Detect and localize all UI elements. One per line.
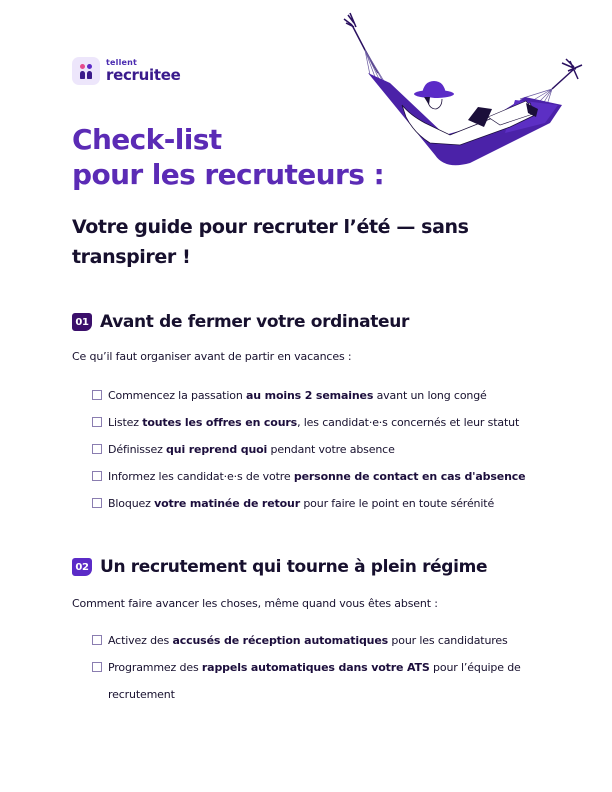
checklist-item[interactable]: Bloquez votre matinée de retour pour faire le point en toute sérénité [92,490,568,517]
brand-tellent: tellent [106,58,138,67]
checklist-item[interactable]: Définissez qui reprend quoi pendant votre absence [92,436,568,463]
checkbox-icon[interactable] [92,390,102,400]
subtitle-line-2: transpirer ! [72,246,191,268]
page-subtitle [72,212,492,272]
section-number-badge: 02 [72,558,92,576]
checklist-item[interactable]: Commencez la passation au moins 2 semaines avant un long congé [92,382,568,409]
checkbox-icon[interactable] [92,662,102,672]
checklist-item[interactable]: Activez des accusés de réception automatiques pour les candidatures [92,627,568,654]
title-line-2: pour les recruteurs : [72,158,385,191]
checklist-item[interactable]: Programmez des rappels automatiques dans votre ATS pour l’équipe de recrutement [92,654,568,708]
section-title: Avant de fermer votre ordinateur [100,312,410,332]
section-1-header [72,312,409,332]
checklist-item[interactable]: Informez les candidat·e·s de votre personne de contact en cas d'absence [92,463,568,490]
section-2-header [72,557,487,577]
section-title: Un recrutement qui tourne à plein régime [100,557,488,577]
checkbox-icon[interactable] [92,471,102,481]
subtitle-line-1: Votre guide pour recruter l’été — sans [72,216,469,238]
checklist-item[interactable]: Listez toutes les offres en cours, les candidat·e·s concernés et leur statut [92,409,568,436]
brand-logo [72,57,181,85]
checkbox-icon[interactable] [92,417,102,427]
checkbox-icon[interactable] [92,635,102,645]
section-intro: Comment faire avancer les choses, même quand vous êtes absent : [72,597,438,610]
checkbox-icon[interactable] [92,444,102,454]
checklist-section-1 [92,382,568,517]
title-line-1: Check-list [72,123,222,156]
checkbox-icon[interactable] [92,498,102,508]
checklist-section-2 [92,627,568,708]
section-intro: Ce qu’il faut organiser avant de partir en vacances : [72,350,352,363]
page-title [72,122,384,192]
recruitee-logo-icon [72,57,100,85]
brand-recruitee: recruitee [106,66,181,84]
section-number-badge: 01 [72,313,92,331]
